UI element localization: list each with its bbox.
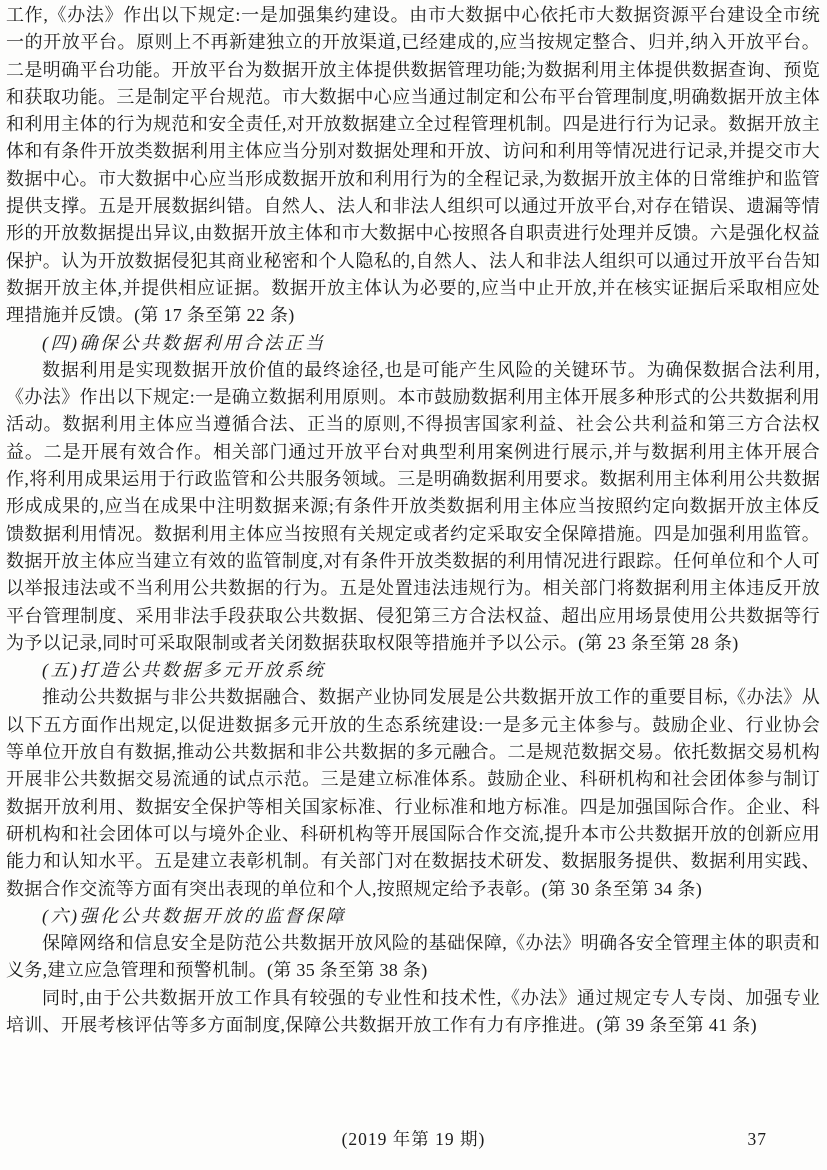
footer-issue-label: (2019 年第 19 期) xyxy=(341,1129,486,1149)
paragraph-section-6a: 保障网络和信息安全是防范公共数据开放风险的基础保障,《办法》明确各安全管理主体的职责和义务,建立应急管理和预警机制。(第 35 条至第 38 条) xyxy=(6,933,820,981)
section-heading-6: (六)强化公共数据开放的监督保障 xyxy=(42,905,346,926)
document-body xyxy=(6,2,820,1039)
section-heading-4: (四)确保公共数据利用合法正当 xyxy=(42,332,326,353)
section-heading-5: (五)打造公共数据多元开放系统 xyxy=(42,660,326,681)
paragraph-section-6b: 同时,由于公共数据开放工作具有较强的专业性和技术性,《办法》通过规定专人专岗、加强专业培训、开展考核评估等多方面制度,保障公共数据开放工作有力有序推进。(第 39 条至第 41 条) xyxy=(6,987,820,1035)
paragraph-continuation: 工作,《办法》作出以下规定:一是加强集约建设。由市大数据中心依托市大数据资源平台建设全市统一的开放平台。原则上不再新建独立的开放渠道,已经建成的,应当按规定整合、归并,纳入开放平台。二是明确平台功能。开放平台为数据开放主体提供数据管理功能;为数据利用主体提供数据查询、预览和获取功能。三是制定平台规范。市大数据中心应当通过制定和公布平台管理制度,明确数据开放主体和利用主体的行为规范和安全责任,对开放数据建立全过程管理机制。四是进行行为记录。数据开放主体和有条件开放类数据利用主体应当分别对数据处理和开放、访问和利用等情况进行记录,并提交市大数据中心。市大数据中心应当形成数据开放和利用行为的全程记录,为数据开放主体的日常维护和监管提供支撑。五是开展数据纠错。自然人、法人和非法人组织可以通过开放平台,对存在错误、遗漏等情形的开放数据提出异议,由数据开放主体和市大数据中心按照各自职责进行处理并反馈。六是强化权益保护。认为开放数据侵犯其商业秘密和个人隐私的,自然人、法人和非法人组织可以通过开放平台告知数据开放主体,并提供相应证据。数据开放主体认为必要的,应当中止开放,并在核实证据后采取相应处理措施并反馈。(第 17 条至第 22 条) xyxy=(6,5,820,326)
footer-page-number: 37 xyxy=(747,1129,767,1149)
paragraph-section-5: 推动公共数据与非公共数据融合、数据产业协同发展是公共数据开放工作的重要目标,《办法》从以下五方面作出规定,以促进数据多元开放的生态系统建设:一是多元主体参与。鼓励企业、行业协会等单位开放自有数据,推动公共数据和非公共数据的多元融合。二是规范数据交易。依托数据交易机构开展非公共数据交易流通的试点示范。三是建立标准体系。鼓励企业、科研机构和社会团体参与制订数据开放利用、数据安全保护等相关国家标准、行业标准和地方标准。四是加强国际合作。企业、科研机构和社会团体可以与境外企业、科研机构等开展国际合作交流,提升本市公共数据开放的创新应用能力和认知水平。五是建立表彰机制。有关部门对在数据技术研发、数据服务提供、数据利用实践、数据合作交流等方面有突出表现的单位和个人,按照规定给予表彰。(第 30 条至第 34 条) xyxy=(6,687,820,899)
page-footer xyxy=(0,1128,827,1152)
paragraph-section-4: 数据利用是实现数据开放价值的最终途径,也是可能产生风险的关键环节。为确保数据合法利用,《办法》作出以下规定:一是确立数据利用原则。本市鼓励数据利用主体开展多种形式的公共数据利用活动。数据利用主体应当遵循合法、正当的原则,不得损害国家利益、社会公共利益和第三方合法权益。二是开展有效合作。相关部门通过开放平台对典型利用案例进行展示,并与数据利用主体开展合作,将利用成果运用于行政监管和公共服务领域。三是明确数据利用要求。数据利用主体利用公共数据形成成果的,应当在成果中注明数据来源;有条件开放类数据利用主体应当按照约定向数据开放主体反馈数据利用情况。数据利用主体应当按照有关规定或者约定采取安全保障措施。四是加强利用监管。数据开放主体应当建立有效的监管制度,对有条件开放类数据的利用情况进行跟踪。任何单位和个人可以举报违法或不当利用公共数据的行为。五是处置违法违规行为。相关部门将数据利用主体违反开放平台管理制度、采用非法手段获取公共数据、侵犯第三方合法权益、超出应用场景使用公共数据等行为予以记录,同时可采取限制或者关闭数据获取权限等措施并予以公示。(第 23 条至第 28 条) xyxy=(6,359,820,653)
